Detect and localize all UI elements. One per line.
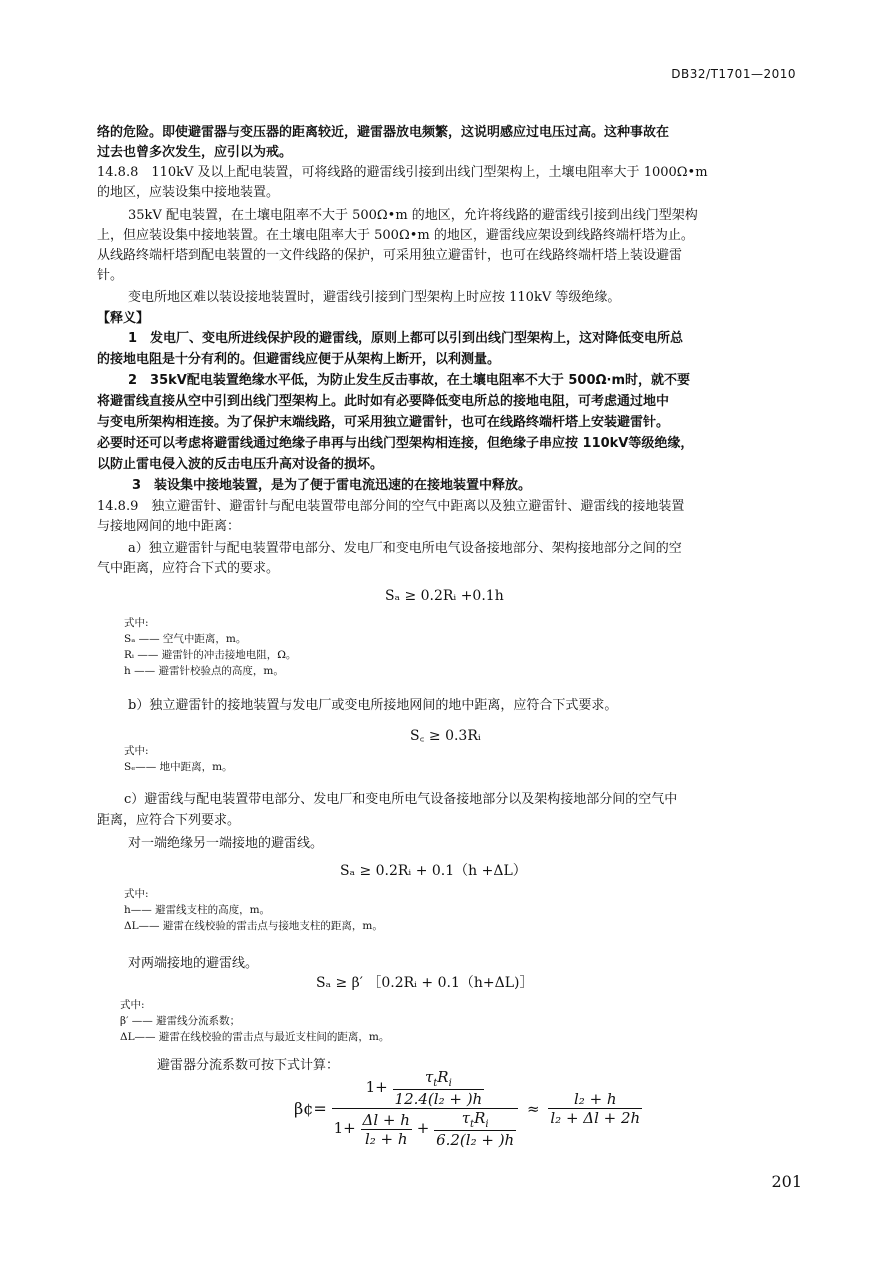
formula-tau-sub: t: [433, 1078, 438, 1089]
text-line: b）独立避雷针的接地装置与发电厂或变电所接地网间的地中距离，应符合下式要求。: [128, 698, 618, 713]
text-line: 过去也曾多次发生，应引以为戒。: [97, 145, 293, 160]
text-line: 35kV 配电装置，在土壤电阻率不大于 500Ω•m 的地区，允许将线路的避雷线引接到出线门型架构: [128, 208, 698, 223]
variable-note: ΔL—— 避雷在线校验的雷击点与接地支柱的距离，m。: [124, 920, 383, 932]
text-line: 的地区，应装设集中接地装置。: [97, 185, 280, 200]
text-line: 的接地电阻是十分有利的。但避雷线应便于从架构上断开，以利测量。: [97, 352, 501, 367]
formula-lhs: β¢=: [294, 1099, 327, 1118]
formula-r: R: [437, 1068, 449, 1086]
variable-note: β′ —— 避雷线分流系数；: [120, 1015, 241, 1027]
text-line: 2 35kV配电装置绝缘水平低，为防止发生反击事故，在土壤电阻率不大于 500Ω·m时，就不要: [128, 373, 691, 388]
formula-approx: ≈: [527, 1099, 540, 1118]
formula-tau-sub-2: t: [470, 1119, 475, 1130]
text-line: 【释义】: [97, 311, 150, 326]
equation: Sₐ ≥ β′ ［0.2Rᵢ + 0.1（h+ΔL)］: [316, 975, 534, 991]
text-line: 从线路终端杆塔到配电装置的一文件线路的保护，可采用独立避雷针，也可在线路终端杆塔上装设避雷: [97, 248, 683, 263]
text-line: 以防止雷电侵入波的反击电压升高对设备的损坏。: [97, 457, 384, 472]
text-line: 对两端接地的避雷线。: [128, 956, 259, 971]
formula-sub-fraction-b: [361, 1111, 412, 1148]
variable-note: Rᵢ —— 避雷针的冲击接地电阻，Ω。: [124, 649, 297, 661]
formula-r-2: R: [474, 1109, 486, 1127]
formula-den-b: 6.2(l₂ + )h: [436, 1131, 515, 1149]
text-line: 与变电所架构相连接。为了保护末端线路，可采用独立避雷针，也可在线路终端杆塔上安装避雷针。: [97, 415, 670, 430]
formula-r-sub-2: i: [485, 1119, 489, 1130]
formula-one: 1: [365, 1078, 376, 1096]
text-line: c）避雷线与配电装置带电部分、发电厂和变电所电气设备接地部分以及架构接地部分间的空气中: [124, 792, 678, 807]
formula-r-sub: i: [448, 1078, 452, 1089]
text-line: 将避雷线直接从空中引到出线门型架构上。此时如有必要降低变电所总的接地电阻，可考虑通过地中: [97, 394, 670, 409]
formula-rhs-fraction: [548, 1090, 642, 1127]
equation: Sₐ ≥ 0.2Rᵢ + 0.1（h +ΔL）: [340, 863, 527, 879]
text-line: a）独立避雷针与配电装置带电部分、发电厂和变电所电气设备接地部分、架构接地部分之间的空: [128, 541, 682, 556]
formula-l2h: l₂ + h: [364, 1129, 408, 1148]
formula-plus: +: [375, 1078, 388, 1096]
formula-tau: τ: [424, 1068, 434, 1086]
formula-sub-fraction-c: [434, 1109, 516, 1149]
formula-rhs-num: l₂ + h: [574, 1090, 617, 1108]
page-number: 201: [771, 1172, 802, 1191]
formula-numerator: [364, 1068, 487, 1108]
variable-note: h —— 避雷针校验点的高度，m。: [124, 665, 284, 677]
text-line: 针。: [97, 268, 124, 283]
formula-rhs-den: l₂ + Δl + 2h: [550, 1109, 641, 1127]
equation: Sₐ ≥ 0.2Rᵢ +0.1h: [385, 588, 504, 604]
variable-note: Sₐ —— 空气中距离，m。: [124, 633, 247, 645]
formula-den-a: 12.4(l₂ + )h: [394, 1090, 483, 1108]
document-id: DB32/T1701—2010: [671, 67, 796, 81]
equation: S꜀ ≥ 0.3Rᵢ: [410, 728, 481, 744]
formula-denominator: [332, 1109, 519, 1149]
text-line: 上，但应装设集中接地装置。在土壤电阻率大于 500Ω•m 的地区，避雷线应架设到线路终端杆塔为止。: [97, 228, 694, 243]
formula-plus-3: +: [416, 1119, 430, 1137]
formula-sub-fraction-a: [393, 1068, 485, 1108]
text-line: 对一端绝缘另一端接地的避雷线。: [128, 836, 324, 851]
variable-note: 式中:: [124, 745, 149, 757]
text-line: 3 装设集中接地装置，是为了便于雷电流迅速的在接地装置中释放。: [132, 478, 532, 493]
text-line: 避雷器分流系数可按下式计算：: [157, 1058, 340, 1073]
text-line: 必要时还可以考虑将避雷线通过绝缘子串再与出线门型架构相连接，但绝缘子串应按 110kV等级绝缘，: [97, 436, 694, 451]
text-line: 14.8.8 110kV 及以上配电装置，可将线路的避雷线引接到出线门型架构上，土壤电阻率大于 1000Ω•m: [97, 165, 708, 180]
split-coefficient-formula: [294, 1068, 642, 1149]
formula-main-fraction: [332, 1068, 519, 1149]
formula-one-2: 1: [333, 1119, 344, 1137]
variable-note: 式中:: [124, 617, 149, 629]
variable-note: 式中:: [124, 888, 149, 900]
formula-tau-2: τ: [461, 1109, 471, 1127]
text-line: 与接地网间的地中距离：: [97, 519, 241, 534]
formula-dl: Δl + h: [362, 1110, 410, 1129]
variable-note: 式中:: [120, 999, 145, 1011]
text-line: 络的危险。即使避雷器与变压器的距离较近，避雷器放电频繁，这说明感应过电压过高。这种事故在: [97, 125, 670, 140]
variable-note: ΔL—— 避雷在线校验的雷击点与最近支柱间的距离，m。: [120, 1031, 390, 1043]
text-line: 距离，应符合下列要求。: [97, 813, 241, 828]
variable-note: Sₑ—— 地中距离，m。: [124, 761, 233, 773]
text-line: 1 发电厂、变电所进线保护段的避雷线，原则上都可以引到出线门型架构上，这对降低变电所总: [128, 331, 684, 346]
variable-note: h—— 避雷线支柱的高度，m。: [124, 904, 271, 916]
text-line: 变电所地区难以装设接地装置时，避雷线引接到门型架构上时应按 110kV 等级绝缘。: [128, 290, 621, 305]
formula-plus-2: +: [343, 1119, 356, 1137]
text-line: 气中距离，应符合下式的要求。: [97, 561, 280, 576]
text-line: 14.8.9 独立避雷针、避雷针与配电装置带电部分间的空气中距离以及独立避雷针、避雷线的接地装置: [97, 499, 685, 514]
